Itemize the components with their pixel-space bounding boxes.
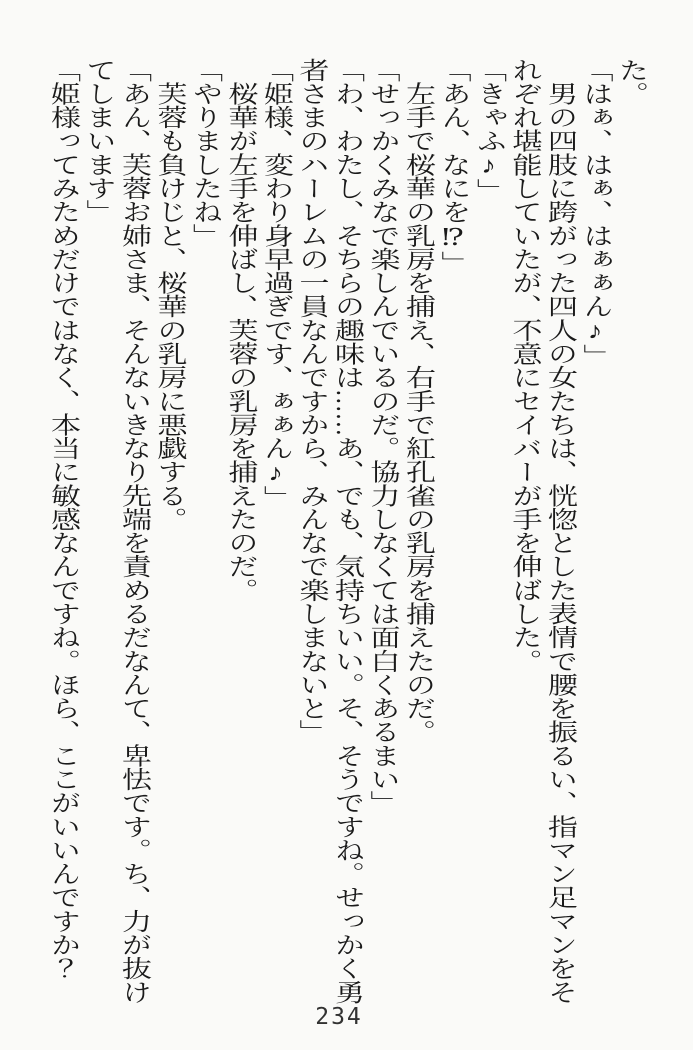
- paragraph: 「姫様ってみためだけではなく、本当に敏感なんですね。ほら、ここがいいんですか？: [46, 58, 79, 980]
- paragraph: 「きゃふ♪」: [472, 58, 505, 203]
- paragraph: 桜華が左手を伸ばし、芙蓉の乳房を捕えたのだ。: [223, 58, 257, 602]
- paragraph: 「わ、わたし、そちらの趣味は……あ、でも、気持ちいい。そ、そうですね。せっかく勇者さまのハーレムの一員なんですから、みんなで楽しまないと」: [294, 58, 363, 1004]
- paragraph: 「やりましたね」: [188, 58, 221, 248]
- paragraph: た。: [614, 58, 647, 106]
- paragraph: 左手で桜華の乳房を捕え、右手で紅孔雀の乳房を捕えたのだ。: [401, 58, 434, 744]
- paragraph: 「あん、芙蓉お姉さま、そんないきなり先端を責めるだなんて、卑怯です。ち、力が抜けてしまいます」: [81, 58, 150, 1004]
- vertical-text-block: [45, 58, 649, 1004]
- paragraph: 男の四肢に跨がった四人の女たちは、恍惚とした表情で腰を振るい、指マン足マンをそれぞれ堪能していたが、不意にセイバーが手を伸ばした。: [507, 58, 576, 1004]
- paragraph: 「姫様、変わり身早過ぎです、ぁぁん♪」: [259, 58, 292, 510]
- paragraph: 「はぁ、はぁ、はぁぁん♪」: [578, 58, 612, 368]
- paragraph: 「あん、なにを⁉」: [436, 58, 470, 275]
- paragraph: 芙蓉も負けじと、桜華の乳房に悪戯する。: [152, 58, 186, 531]
- paragraph: 「せっかくみなで楽しんでいるのだ。協力しなくては面白くあるまい」: [365, 58, 399, 815]
- page-number: 234: [315, 1004, 363, 1030]
